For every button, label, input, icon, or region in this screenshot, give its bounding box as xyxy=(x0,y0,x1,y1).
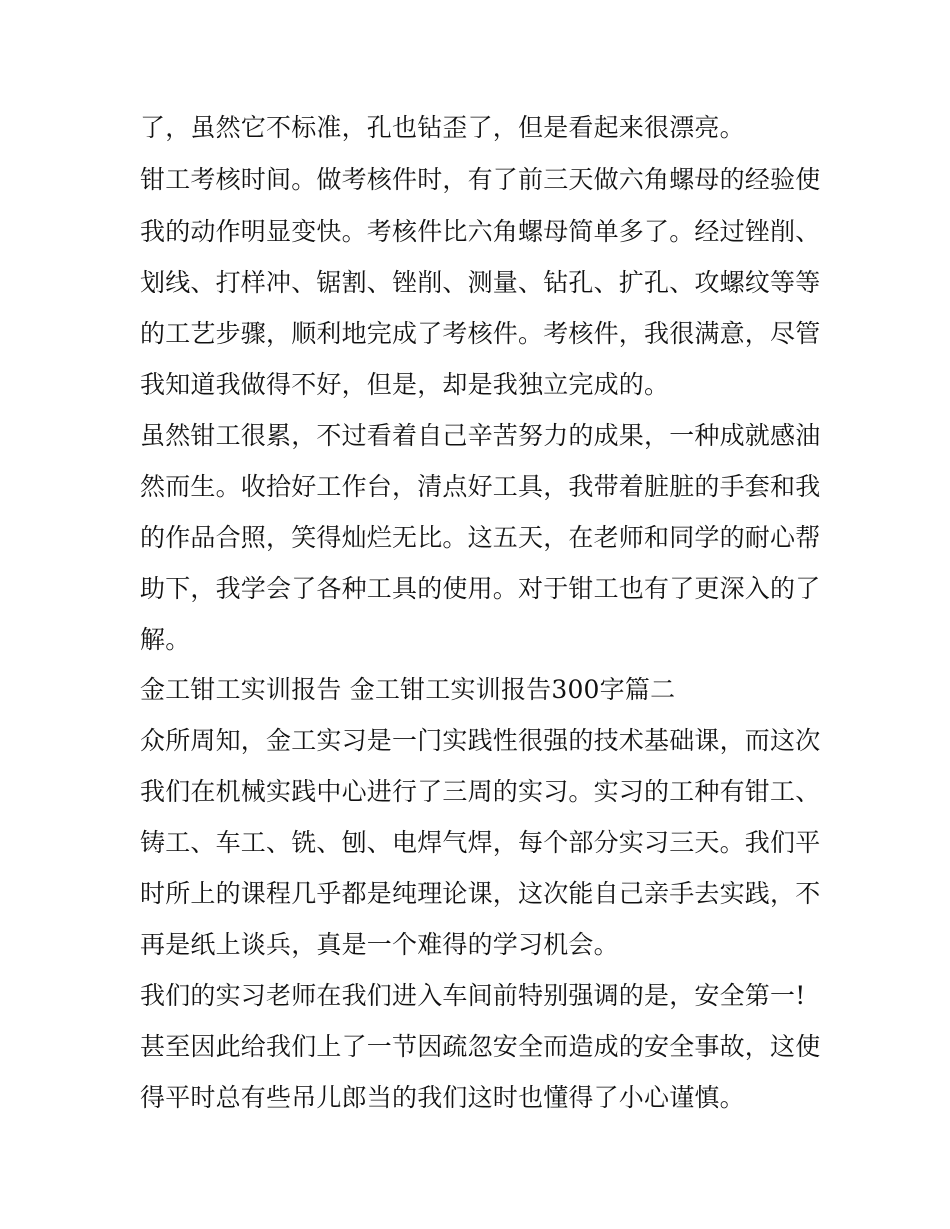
text-line: 的作品合照，笑得灿烂无比。这五天，在老师和同学的耐心帮 xyxy=(140,523,821,552)
text-line: 解。 xyxy=(140,625,191,654)
text-line: 时所上的课程几乎都是纯理论课，这次能自己亲手去实践，不 xyxy=(140,879,821,908)
text-line: 然而生。收拾好工作台，清点好工具，我带着脏脏的手套和我 xyxy=(140,472,821,501)
text-line: 众所周知，金工实习是一门实践性很强的技术基础课，而这次 xyxy=(140,726,821,755)
text-line: 的工艺步骤，顺利地完成了考核件。考核件，我很满意，尽管 xyxy=(140,319,821,348)
text-line: 铸工、车工、铣、刨、电焊气焊，每个部分实习三天。我们平 xyxy=(140,828,821,857)
text-line: 了，虽然它不标准，孔也钻歪了，但是看起来很漂亮。 xyxy=(140,113,745,142)
text-line: 助下，我学会了各种工具的使用。对于钳工也有了更深入的了 xyxy=(140,574,821,603)
text-line: 划线、打样冲、锯割、锉削、测量、钻孔、扩孔、攻螺纹等等 xyxy=(140,268,821,297)
text-line: 我们在机械实践中心进行了三周的实习。实习的工种有钳工、 xyxy=(140,777,821,806)
text-line: 再是纸上谈兵，真是一个难得的学习机会。 xyxy=(140,930,619,959)
text-line: 我们的实习老师在我们进入车间前特别强调的是，安全第一! xyxy=(140,981,806,1010)
text-line: 虽然钳工很累，不过看着自己辛苦努力的成果，一种成就感油 xyxy=(140,421,821,450)
text-line: 甚至因此给我们上了一节因疏忽安全而造成的安全事故，这使 xyxy=(140,1032,821,1061)
text-line: 得平时总有些吊儿郎当的我们这时也懂得了小心谨慎。 xyxy=(140,1083,745,1112)
text-line: 我知道我做得不好，但是，却是我独立完成的。 xyxy=(140,370,670,399)
text-line: 钳工考核时间。做考核件时，有了前三天做六角螺母的经验使 xyxy=(140,165,821,194)
section-heading: 金工钳工实训报告 金工钳工实训报告300字篇二 xyxy=(140,675,676,704)
text-line: 我的动作明显变快。考核件比六角螺母简单多了。经过锉削、 xyxy=(140,217,821,246)
